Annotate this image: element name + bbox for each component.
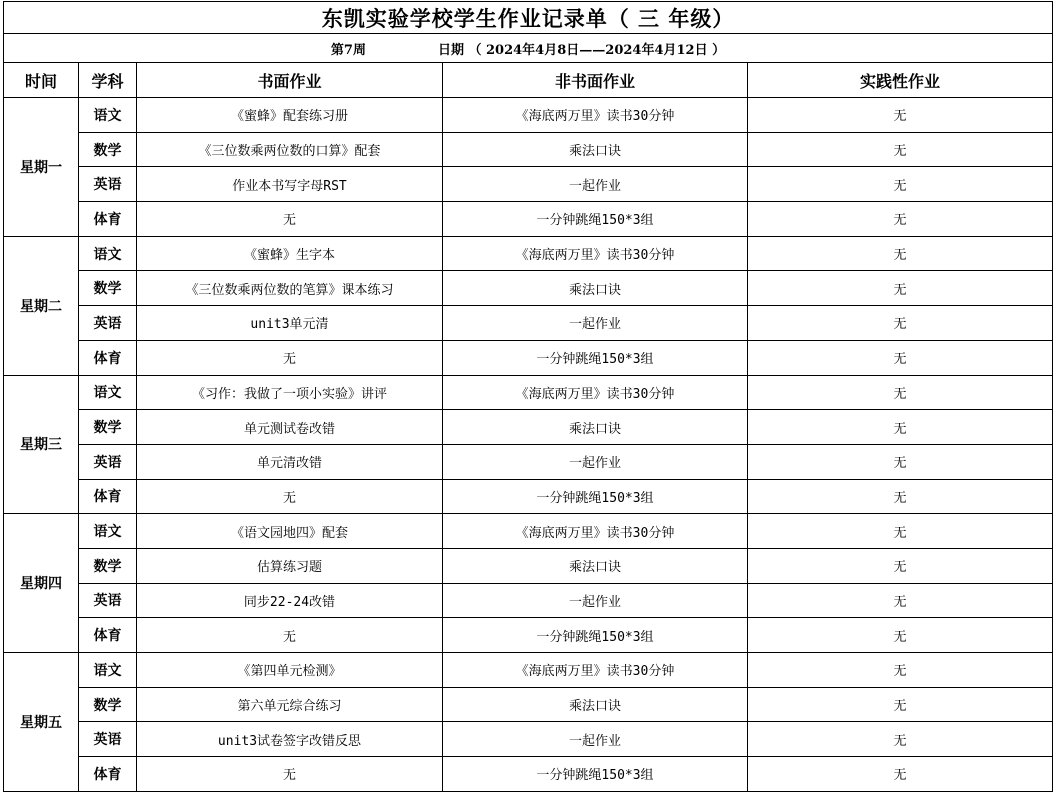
written-homework-cell: 《习作：我做了一项小实验》讲评 [137, 375, 443, 410]
table-row [4, 167, 1053, 202]
subject-cell: 语文 [79, 514, 137, 549]
written-homework-cell: 同步22-24改错 [137, 583, 443, 618]
subject-cell: 英语 [79, 722, 137, 757]
sheet-title: 东凯实验学校学生作业记录单（ 三 年级） [4, 2, 1053, 34]
table-row [4, 722, 1053, 757]
day-cell: 星期三 [4, 375, 79, 514]
practice-homework-cell: 无 [748, 583, 1053, 618]
table-row [4, 757, 1053, 792]
table-row [4, 410, 1053, 445]
header-nonwritten: 非书面作业 [443, 63, 748, 98]
header-time: 时间 [4, 63, 79, 98]
nonwritten-homework-cell: 一分钟跳绳150*3组 [443, 479, 748, 514]
table-row [4, 548, 1053, 583]
table-row [4, 236, 1053, 271]
header-practice: 实践性作业 [748, 63, 1053, 98]
nonwritten-homework-cell: 乘法口诀 [443, 410, 748, 445]
nonwritten-homework-cell: 一分钟跳绳150*3组 [443, 340, 748, 375]
written-homework-cell: 《三位数乘两位数的笔算》课本练习 [137, 271, 443, 306]
written-homework-cell: 《第四单元检测》 [137, 653, 443, 688]
table-row [4, 583, 1053, 618]
nonwritten-homework-cell: 《海底两万里》读书30分钟 [443, 653, 748, 688]
nonwritten-homework-cell: 一分钟跳绳150*3组 [443, 618, 748, 653]
written-homework-cell: 估算练习题 [137, 548, 443, 583]
table-row [4, 202, 1053, 237]
table-row [4, 271, 1053, 306]
written-homework-cell: 无 [137, 340, 443, 375]
nonwritten-homework-cell: 一起作业 [443, 167, 748, 202]
subject-cell: 数学 [79, 132, 137, 167]
practice-homework-cell: 无 [748, 757, 1053, 792]
practice-homework-cell: 无 [748, 340, 1053, 375]
nonwritten-homework-cell: 乘法口诀 [443, 271, 748, 306]
subject-cell: 体育 [79, 479, 137, 514]
week-date-row [4, 34, 1053, 63]
subject-cell: 数学 [79, 410, 137, 445]
written-homework-cell: 无 [137, 618, 443, 653]
subject-cell: 体育 [79, 757, 137, 792]
nonwritten-homework-cell: 《海底两万里》读书30分钟 [443, 514, 748, 549]
table-row [4, 687, 1053, 722]
practice-homework-cell: 无 [748, 375, 1053, 410]
table-row [4, 306, 1053, 341]
title-row [4, 2, 1053, 34]
week-label: 第7周 [330, 42, 366, 58]
practice-homework-cell: 无 [748, 306, 1053, 341]
table-row [4, 340, 1053, 375]
nonwritten-homework-cell: 《海底两万里》读书30分钟 [443, 98, 748, 133]
nonwritten-homework-cell: 乘法口诀 [443, 548, 748, 583]
written-homework-cell: 无 [137, 757, 443, 792]
table-row [4, 618, 1053, 653]
nonwritten-homework-cell: 一起作业 [443, 444, 748, 479]
practice-homework-cell: 无 [748, 444, 1053, 479]
nonwritten-homework-cell: 乘法口诀 [443, 687, 748, 722]
table-row [4, 375, 1053, 410]
nonwritten-homework-cell: 一分钟跳绳150*3组 [443, 757, 748, 792]
practice-homework-cell: 无 [748, 514, 1053, 549]
written-homework-cell: 作业本书写字母RST [137, 167, 443, 202]
practice-homework-cell: 无 [748, 132, 1053, 167]
written-homework-cell: 《蜜蜂》生字本 [137, 236, 443, 271]
subject-cell: 语文 [79, 375, 137, 410]
practice-homework-cell: 无 [748, 618, 1053, 653]
written-homework-cell: 单元清改错 [137, 444, 443, 479]
practice-homework-cell: 无 [748, 479, 1053, 514]
header-subject: 学科 [79, 63, 137, 98]
practice-homework-cell: 无 [748, 722, 1053, 757]
header-row [4, 63, 1053, 98]
day-cell: 星期二 [4, 236, 79, 375]
week-date-cell [4, 34, 1053, 63]
practice-homework-cell: 无 [748, 548, 1053, 583]
nonwritten-homework-cell: 一起作业 [443, 583, 748, 618]
subject-cell: 英语 [79, 167, 137, 202]
nonwritten-homework-cell: 一起作业 [443, 306, 748, 341]
practice-homework-cell: 无 [748, 236, 1053, 271]
nonwritten-homework-cell: 一分钟跳绳150*3组 [443, 202, 748, 237]
written-homework-cell: 《蜜蜂》配套练习册 [137, 98, 443, 133]
nonwritten-homework-cell: 《海底两万里》读书30分钟 [443, 375, 748, 410]
subject-cell: 体育 [79, 618, 137, 653]
homework-record-table [3, 1, 1053, 792]
table-body [4, 2, 1053, 792]
table-row [4, 444, 1053, 479]
subject-cell: 数学 [79, 687, 137, 722]
header-written: 书面作业 [137, 63, 443, 98]
nonwritten-homework-cell: 《海底两万里》读书30分钟 [443, 236, 748, 271]
table-row [4, 653, 1053, 688]
nonwritten-homework-cell: 一起作业 [443, 722, 748, 757]
subject-cell: 体育 [79, 340, 137, 375]
table-row [4, 132, 1053, 167]
subject-cell: 语文 [79, 98, 137, 133]
practice-homework-cell: 无 [748, 167, 1053, 202]
table-row [4, 514, 1053, 549]
subject-cell: 英语 [79, 583, 137, 618]
table-row [4, 479, 1053, 514]
subject-cell: 语文 [79, 653, 137, 688]
subject-cell: 体育 [79, 202, 137, 237]
practice-homework-cell: 无 [748, 687, 1053, 722]
written-homework-cell: 第六单元综合练习 [137, 687, 443, 722]
written-homework-cell: 《语文园地四》配套 [137, 514, 443, 549]
day-cell: 星期一 [4, 98, 79, 237]
subject-cell: 英语 [79, 306, 137, 341]
table-row [4, 98, 1053, 133]
subject-cell: 数学 [79, 271, 137, 306]
subject-cell: 数学 [79, 548, 137, 583]
day-cell: 星期五 [4, 653, 79, 792]
written-homework-cell: 无 [137, 202, 443, 237]
practice-homework-cell: 无 [748, 202, 1053, 237]
practice-homework-cell: 无 [748, 410, 1053, 445]
written-homework-cell: 单元测试卷改错 [137, 410, 443, 445]
written-homework-cell: unit3单元清 [137, 306, 443, 341]
written-homework-cell: 无 [137, 479, 443, 514]
practice-homework-cell: 无 [748, 271, 1053, 306]
practice-homework-cell: 无 [748, 653, 1053, 688]
day-cell: 星期四 [4, 514, 79, 653]
date-range: 日期 （ 2024年4月8日——2024年4月12日 ） [437, 42, 726, 58]
written-homework-cell: unit3试卷签字改错反思 [137, 722, 443, 757]
subject-cell: 语文 [79, 236, 137, 271]
subject-cell: 英语 [79, 444, 137, 479]
written-homework-cell: 《三位数乘两位数的口算》配套 [137, 132, 443, 167]
practice-homework-cell: 无 [748, 98, 1053, 133]
nonwritten-homework-cell: 乘法口诀 [443, 132, 748, 167]
